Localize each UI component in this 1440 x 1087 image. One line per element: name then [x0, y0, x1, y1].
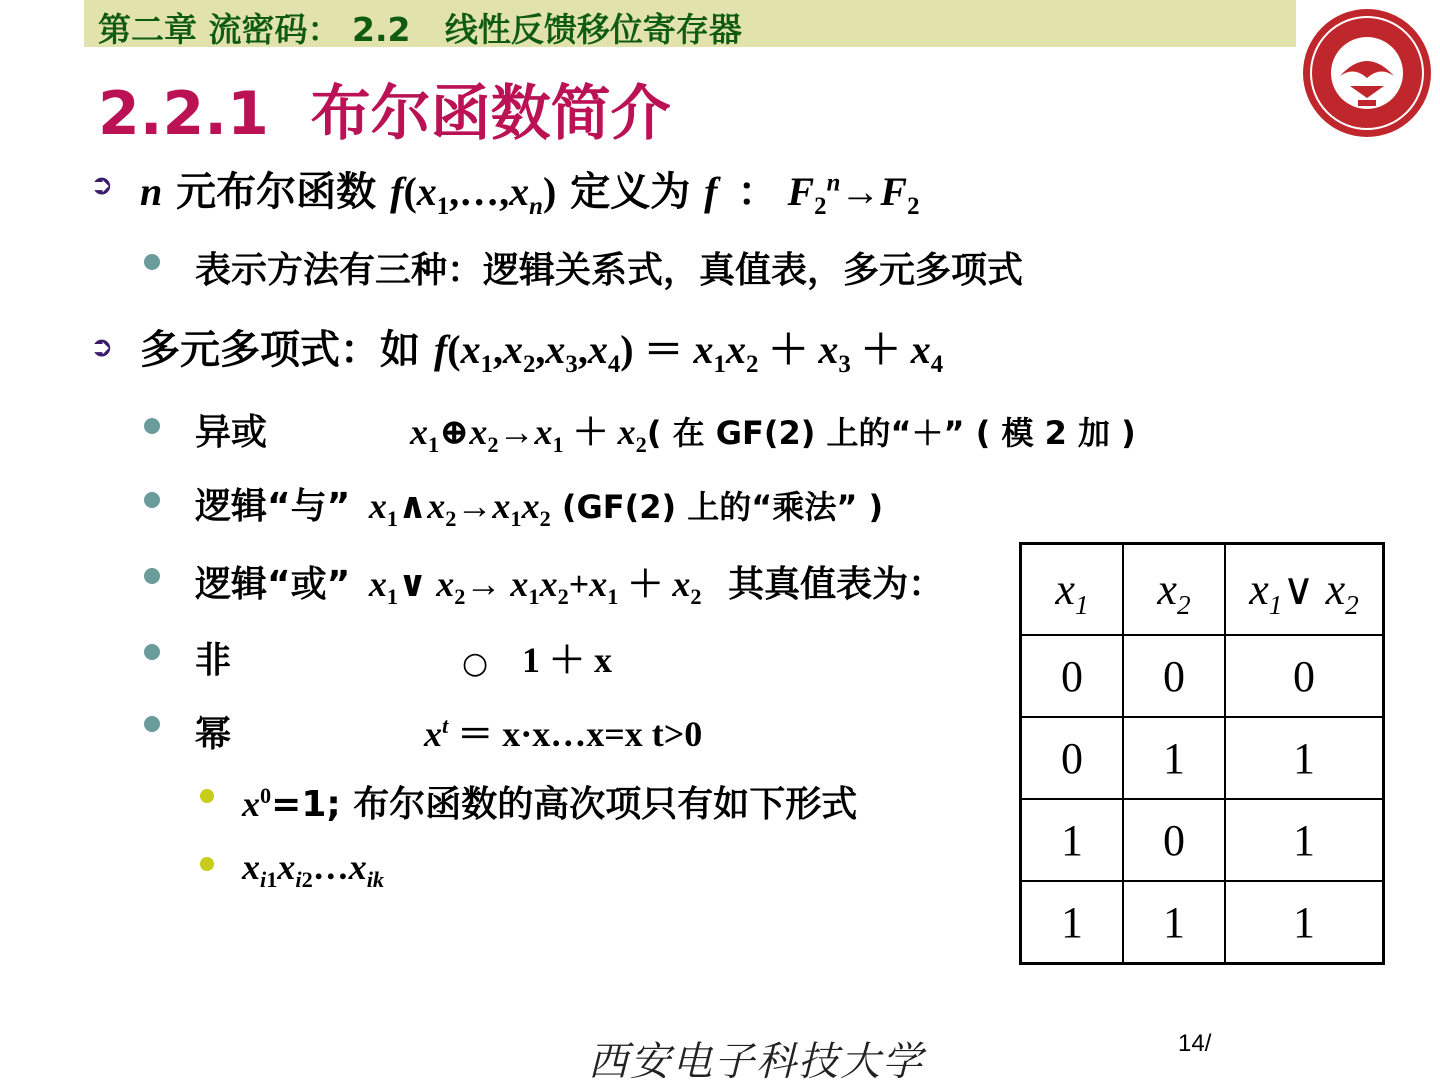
- dot-bullet-icon: [144, 492, 160, 508]
- bullet-multivariate-polynomial: [140, 318, 944, 378]
- dot-bullet-icon: [144, 418, 160, 434]
- table-cell: 0: [1021, 717, 1124, 799]
- table-cell: 1: [1123, 717, 1225, 799]
- table-cell: 1: [1225, 881, 1384, 964]
- footer-university-logo-text: 西安电子科技大学: [588, 1039, 924, 1085]
- text-high-order-terms: =1; 布尔函数的高次项只有如下形式: [271, 784, 858, 825]
- bullet-logical-or: [195, 556, 945, 610]
- table-header-cell: $x_1$: [1021, 544, 1124, 636]
- text-defined-as: 定义为: [556, 169, 705, 215]
- formula-power: $x^t$ ＝ x·x…x=x t>0: [424, 713, 703, 754]
- formula-monomial: $x_{i1}x_{i2}\dots x_{ik}$: [242, 847, 385, 893]
- formula-or: $x_1\vee$ $x_2\to x_1x_2+x_1 + x_2$: [368, 564, 702, 610]
- formula-x0: $x^0$: [242, 783, 272, 824]
- label-power: 幂: [195, 714, 232, 755]
- bullet-logical-and: [195, 478, 884, 532]
- table-header-cell: $x_1\vee$ $x_2$: [1225, 544, 1384, 636]
- chapter-heading: 第二章 流密码： 2.2 线性反馈移位寄存器: [98, 10, 742, 49]
- label-or: 逻辑“或”: [195, 564, 351, 605]
- formula-polynomial: $f(x_1,x_2,x_3,x_4) = x_1x_2 + x_3 + x_4$: [433, 327, 944, 378]
- table-cell: 1: [1225, 799, 1384, 881]
- table-header-row: [1021, 544, 1384, 636]
- table-cell: 1: [1225, 717, 1384, 799]
- formula-not: 1 ＋ x: [522, 640, 613, 680]
- table-cell: 1: [1123, 881, 1225, 964]
- dot-bullet-icon: [144, 254, 160, 270]
- formula-power-tail: ＝ x·x…x=x t>0: [448, 714, 703, 754]
- dot-bullet-icon: [144, 716, 160, 732]
- table-header-cell: $x_2$: [1123, 544, 1225, 636]
- label-and: 逻辑“与”: [195, 486, 351, 527]
- formula-and: $x_1\wedge x_2\to x_1x_2$: [368, 486, 551, 532]
- table-cell: 0: [1021, 635, 1124, 717]
- text-boolean-function: 元布尔函数: [162, 169, 391, 215]
- label-xor: 异或: [195, 412, 268, 453]
- page-number: 14/: [1178, 1030, 1212, 1057]
- slide-title: 2.2.1 布尔函数简介: [98, 79, 671, 149]
- arrow-bullet-icon: ➲: [90, 168, 114, 201]
- table-row: [1021, 881, 1384, 964]
- not-symbol-icon: ○: [462, 646, 489, 681]
- dot-bullet-icon: [144, 644, 160, 660]
- table-cell: 0: [1123, 635, 1225, 717]
- arrow-bullet-icon: ➲: [90, 330, 114, 363]
- table-row: [1021, 635, 1384, 717]
- university-seal-logo: [1300, 6, 1434, 140]
- table-cell: 1: [1021, 799, 1124, 881]
- text-polynomial-example: 多元多项式：如: [140, 327, 434, 373]
- yellow-dot-bullet-icon: [200, 857, 214, 871]
- yellow-dot-bullet-icon: [200, 789, 214, 803]
- table-cell: 0: [1123, 799, 1225, 881]
- label-not: 非: [195, 640, 232, 681]
- dot-bullet-icon: [144, 568, 160, 584]
- table-cell: 1: [1021, 881, 1124, 964]
- bullet-boolean-definition: [140, 160, 920, 220]
- truth-table: [1019, 542, 1385, 965]
- bullet-high-order-terms: [242, 776, 857, 827]
- var-n: n: [140, 169, 163, 214]
- table-row: [1021, 799, 1384, 881]
- formula-mapping: f ： $F_2^n\to F_2$: [704, 169, 920, 220]
- text-xor-note: ( 在 GF(2) 上的“＋” ( 模 2 加 ): [646, 414, 1136, 452]
- bullet-representation-methods: 表示方法有三种：逻辑关系式，真值表，多元多项式: [195, 250, 1024, 291]
- text-and-note: (GF(2) 上的“乘法” ): [550, 488, 884, 526]
- table-row: [1021, 717, 1384, 799]
- bullet-xor-formula: [410, 404, 1136, 458]
- table-cell: 0: [1225, 635, 1384, 717]
- text-truth-table-intro: 其真值表为：: [728, 564, 945, 605]
- formula-xor: $x_1\oplus x_2\to x_1 + x_2$: [410, 412, 647, 458]
- formula-f-args: $f(x_1,\dots,x_n)$: [390, 169, 557, 220]
